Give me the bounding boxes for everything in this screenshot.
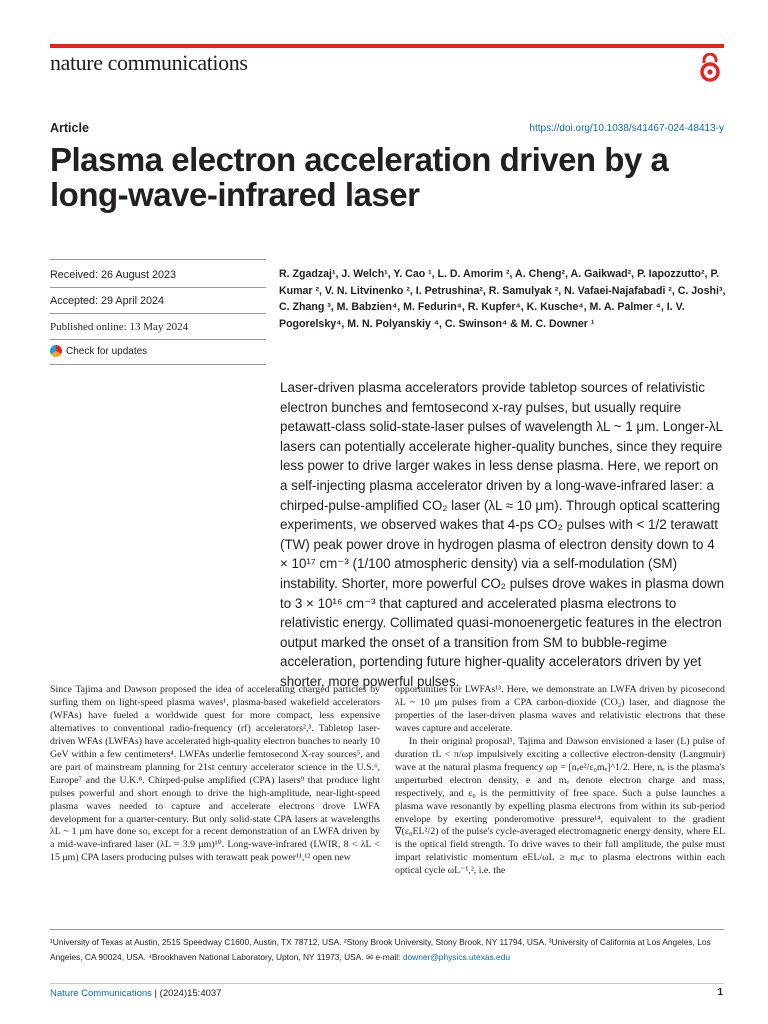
affiliations-text: ¹University of Texas at Austin, 2515 Speedway C1600, Austin, TX 78712, USA. ²Stony Brook University, Stony Brook, NY 11794, USA. ³University of California at Los Angeles, Los Angeles, CA 90024, USA. ⁴Brookhaven National Laboratory, Upton, NY 11973, USA. bbox=[50, 937, 711, 962]
open-access-lock-icon bbox=[699, 53, 721, 83]
meta-divider bbox=[50, 313, 266, 314]
check-updates-label: Check for updates bbox=[66, 345, 148, 357]
check-updates-icon bbox=[50, 345, 62, 357]
body-column-left bbox=[50, 684, 380, 865]
received-date: Received: 26 August 2023 bbox=[50, 269, 177, 281]
body-paragraph: opportunities for LWFAs¹³. Here, we demonstrate an LWFA driven by picosecond λL ~ 10 μm pulses from a CPA carbon-dioxide (CO₂) laser, and diagnose the properties of the laser-driven plasma waves and relativistic electrons that these waves capture and accelerate. bbox=[395, 684, 725, 734]
doi-link[interactable]: https://doi.org/10.1038/s41467-024-48413-y bbox=[529, 123, 724, 134]
journal-name[interactable]: nature communications bbox=[50, 50, 248, 75]
mail-icon: ✉ bbox=[366, 951, 374, 962]
footnote-divider bbox=[50, 929, 724, 930]
check-for-updates-button[interactable] bbox=[50, 345, 147, 357]
published-date: Published online: 13 May 2024 bbox=[50, 321, 189, 333]
meta-divider bbox=[50, 364, 266, 365]
article-type-label: Article bbox=[50, 121, 89, 135]
abstract: Laser-driven plasma accelerators provide tabletop sources of relativistic electron bunches and femtosecond x-ray pulses, but usually require petawatt-class solid-state-laser pulses of wavelength λL ~ 1 μm. Longer-λL lasers can potentially accelerate higher-quality bunches, since they require less power to drive larger wakes in less dense plasma. Here, we report on a self-injecting plasma accelerator driven by a long-wave-infrared laser: a chirped-pulse-amplified CO₂ laser (λL ≈ 10 μm). Through optical scattering experiments, we observed wakes that 4-ps CO₂ pulses with < 1/2 terawatt (TW) peak power drove in hydrogen plasma of electron density down to 4 × 10¹⁷ cm⁻³ (1/100 atmospheric density) via a self-modulation (SM) instability. Shorter, more powerful CO₂ pulses drove wakes in plasma down to 3 × 10¹⁶ cm⁻³ that captured and accelerated plasma electrons to relativistic energy. Collimated quasi-monoenergetic features in the electron output marked the onset of a transition from SM to bubble-regime acceleration, portending future higher-quality accelerators driven by yet shorter, more powerful pulses. bbox=[280, 380, 725, 689]
header-accent-bar bbox=[50, 44, 724, 48]
body-column-right bbox=[395, 684, 725, 878]
affiliations-footnote bbox=[50, 935, 724, 964]
page-number: 1 bbox=[717, 987, 723, 998]
accepted-date: Accepted: 29 April 2024 bbox=[50, 295, 165, 307]
email-label: e-mail: bbox=[375, 951, 401, 962]
footer-volume: (2024)15:4037 bbox=[159, 988, 222, 999]
article-title: Plasma electron acceleration driven by a long-wave-infrared laser bbox=[50, 141, 669, 213]
email-link[interactable]: downer@physics.utexas.edu bbox=[402, 951, 511, 962]
footer-journal-link[interactable]: Nature Communications bbox=[50, 988, 152, 999]
meta-divider bbox=[50, 259, 266, 260]
body-paragraph: In their original proposal¹, Tajima and Dawson envisioned a laser (L) pulse of duration τL < π/ωp impulsively exciting a collective electron-density (Langmuir) wave at the natural plasma frequency ωp = [nₑe²/ε₀mₑ]^1/2. Here, nₑ is the plasma's unperturbed electron density, e and mₑ denote electron charge and mass, respectively, and ε₀ is the permittivity of free space. Such a pulse launches a plasma wave resonantly by expelling plasma electrons from within its sub-period envelope by exerting ponderomotive pressure¹⁴, equivalent to the gradient ∇(ε₀EL²/2) of the pulse's cycle-averaged electromagnetic energy density, where EL is the optical field strength. To drive waves to their full amplitude, the pulse must impart relativistic momentum eEL/ωL ≥ mₑc to plasma electrons within each optical cycle ωL⁻¹,², i.e. the bbox=[395, 735, 725, 877]
author-list: R. Zgadzaj¹, J. Welch¹, Y. Cao ¹, L. D. Amorim ², A. Cheng², A. Gaikwad², P. Iapozzutto², P. Kumar ², V. N. Litvinenko ², I. Petrushina², R. Samulyak ², N. Vafaei-Najafabadi ², C. Joshi³, C. Zhang ³, M. Babzien⁴, M. Fedurin⁴, R. Kupfer⁴, K. Kusche⁴, M. A. Palmer ⁴, I. V. Pogorelsky⁴, M. N. Polyanskiy ⁴, C. Swinson⁴ & M. C. Downer ¹ bbox=[279, 268, 726, 330]
meta-divider bbox=[50, 339, 266, 340]
meta-divider bbox=[50, 287, 266, 288]
footer-citation: Nature Communications | (2024)15:4037 bbox=[50, 988, 222, 999]
body-paragraph: Since Tajima and Dawson proposed the idea of accelerating charged particles by surfing them on light-speed plasma waves¹, plasma-based wakefield accelerators (WFAs) have fueled a worldwide quest for more compact, less expensive alternatives to conventional radio-frequency (rf) accelerators²,³. Tabletop laser-driven WFAs (LWFAs) have accelerated high-quality electron bunches to nearly 10 GeV within a few centimeters⁴. LWFAs underlie femtosecond X-ray sources⁵, and are part of mainstream planning for 21st century accelerator science in the U.S.⁶, Europe⁷ and the U.K.⁸. Chirped-pulse amplified (CPA) lasers⁹ that produce light pulses powerful and short enough to drive the high-amplitude, near-light-speed plasma waves needed to capture and accelerate electrons drove LWFA development for a quarter-century. But only solid-state CPA lasers at wavelengths λL ~ 1 μm have done so, except for a recent demonstration of an LWFA driven by a mid-wave-infrared laser (λL = 3.9 μm)¹⁰. Long-wave-infrared (LWIR, 8 < λL < 15 μm) CPA lasers producing pulses with terawatt peak power¹¹,¹² open new bbox=[50, 684, 380, 864]
footer-divider bbox=[50, 983, 724, 984]
